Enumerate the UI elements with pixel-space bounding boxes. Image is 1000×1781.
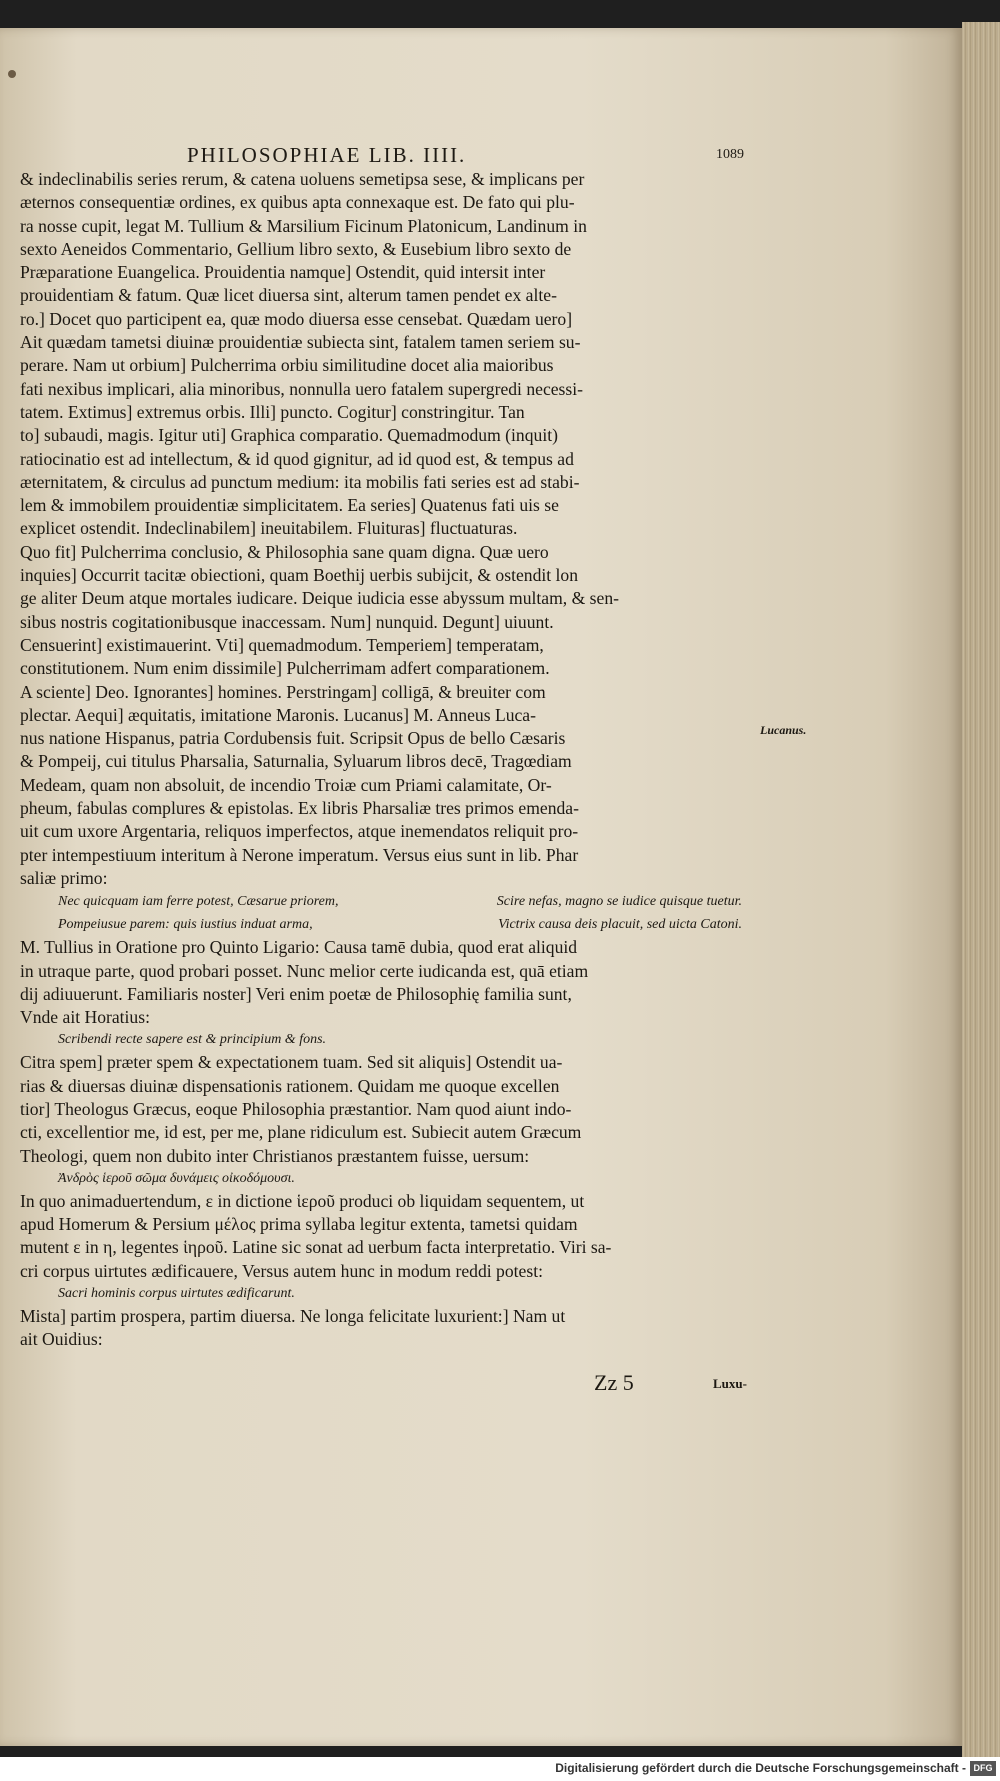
text-line: to] subaudi, magis. Igitur uti] Graphica comparatio. Quemadmodum (inquit) — [20, 425, 558, 446]
greek-verse: Ἀνδρὸς ἱεροῦ σῶμα δυνάμεις οἰκοδόμουσι. — [58, 1170, 295, 1186]
text-line: perare. Nam ut orbium] Pulcherrima orbiu similitudine docet alia maioribus — [20, 355, 554, 376]
text-line: uit cum uxore Argentaria, reliquos imperfectos, atque inemendatos reliquit pro- — [20, 821, 579, 842]
text-line: cri corpus uirtutes ædificauere, Versus autem hunc in modum reddi potest: — [20, 1260, 543, 1281]
text-line: dij adiuuerunt. Familiaris noster] Veri enim poetæ de Philosophię familia sunt, — [20, 983, 572, 1004]
text-line: constitutionem. Num enim dissimile] Pulcherrimam adfert comparationem. — [20, 658, 550, 679]
text-line: Mista] partim prospera, partim diuersa. Ne longa felicitate luxurient:] Nam ut — [20, 1306, 566, 1327]
lucan-verse-line — [20, 890, 762, 913]
text-line: Quo fit] Pulcherrima conclusio, & Philosophia sane quam digna. Quæ uero — [20, 541, 549, 562]
text-line: ra nosse cupit, legat M. Tullium & Marsilium Ficinum Platonicum, Landinum in — [20, 215, 587, 236]
latin-verse: Sacri hominis corpus uirtutes ædificarunt. — [58, 1286, 295, 1302]
text-line: inquies] Occurrit tacitæ obiectioni, quam Boethij uerbis subijcit, & ostendit lon — [20, 565, 579, 586]
page-number: 1089 — [716, 147, 744, 162]
ink-speck — [8, 70, 16, 78]
text-line: In quo animaduertendum, ε in dictione ἱεροῦ produci ob liquidam sequentem, ut — [20, 1190, 585, 1211]
text-line: pheum, fabulas complures & epistolas. Ex libris Pharsaliæ tres primos emenda- — [20, 798, 579, 819]
signature-mark: Zz 5 — [594, 1370, 634, 1395]
text-line: apud Homerum & Persium μέλος prima syllaba legitur extenta, tametsi quidam — [20, 1214, 578, 1235]
text-line: Censuerint] existimauerint. Vti] quemadmodum. Temperiem] temperatam, — [20, 634, 544, 655]
digitization-footer — [0, 1757, 1000, 1781]
text-block-4 — [20, 1190, 762, 1283]
text-line: sibus nostris cogitationibusque inaccessam. Num] nunquid. Degunt] uiuunt. — [20, 611, 554, 632]
text-line: ro.] Docet quo participent ea, quæ modo diuersa esse censebat. Quædam uero] — [20, 308, 573, 329]
margin-note: Lucanus. — [760, 723, 807, 737]
text-line: tior] Theologus Græcus, eoque Philosophia præstantior. Nam quod aiunt indo- — [20, 1098, 572, 1119]
text-line: Medeam, quam non absoluit, de incendio Troiæ cum Priami calamitate, Or- — [20, 774, 552, 795]
text-line: ait Ouidius: — [20, 1329, 103, 1350]
verse-right: Victrix causa deis placuit, sed uicta Catoni. — [498, 917, 742, 933]
page-fore-edge — [962, 22, 1000, 1757]
verse-right: Scire nefas, magno se iudice quisque tuetur. — [496, 894, 742, 910]
text-block-3 — [20, 1051, 762, 1167]
text-line: explicet ostendit. Indeclinabilem] ineuitabilem. Fluituras] fluctuaturas. — [20, 518, 518, 539]
text-line: A sciente] Deo. Ignorantes] homines. Perstringam] colligā, & breuiter com — [20, 681, 546, 702]
text-line: pter intempestiuum interitum à Nerone imperatum. Versus eius sunt in lib. Phar — [20, 844, 579, 865]
text-line: lem & immobilem prouidentiæ simplicitatem. Ea series] Quatenus fati uis se — [20, 495, 559, 516]
text-line: ratiocinatio est ad intellectum, & id quod gignitur, ad id quod est, & tempus ad — [20, 448, 574, 469]
verse-left: Pompeiusue parem: quis iustius induat arma, — [58, 917, 313, 933]
text-line: cti, excellentior me, id est, per me, plane ridiculum est. Subiecit autem Græcum — [20, 1122, 582, 1143]
verse-left: Nec quicquam iam ferre potest, Cæsarue priorem, — [58, 894, 339, 910]
text-line: mutent ε in η, legentes ἱηροῦ. Latine sic sonat ad uerbum facta interpretatio. Viri sa- — [20, 1237, 612, 1258]
text-line: & Pompeij, cui titulus Pharsalia, Saturnalia, Syluarum libros decē, Tragœdiam — [20, 751, 572, 772]
text-line: saliæ primo: — [20, 867, 108, 888]
text-line: Vnde ait Horatius: — [20, 1007, 150, 1028]
text-line: fati nexibus implicari, alia minoribus, nonnulla uero fatalem supergredi necessi- — [20, 378, 583, 399]
text-line: M. Tullius in Oratione pro Quinto Ligario: Causa tamē dubia, quod erat aliquid — [20, 937, 578, 958]
running-head-title: PHILOSOPHIAE LIB. IIII. — [187, 143, 467, 167]
horace-verse: Scribendi recte sapere est & principium & fons. — [58, 1032, 327, 1048]
text-block-1 — [20, 168, 762, 890]
text-line: ge aliter Deum atque mortales iudicare. Deique iudicia esse abyssum multam, & sen- — [20, 588, 619, 609]
text-line: rias & diuersas diuinæ dispensationis rationem. Quidam me quoque excellen — [20, 1075, 560, 1096]
text-line: prouidentiam & fatum. Quæ licet diuersa sint, alterum tamen pendet ex alte- — [20, 285, 557, 306]
main-text-block — [20, 168, 762, 1352]
text-line: tatem. Extimus] extremus orbis. Illi] puncto. Cogitur] constringitur. Tan — [20, 401, 525, 422]
text-line: Citra spem] præter spem & expectationem tuam. Sed sit aliquis] Ostendit ua- — [20, 1052, 563, 1073]
text-block-2 — [20, 936, 762, 1029]
lucan-verse-line — [20, 913, 762, 936]
text-line: in utraque parte, quod probari posset. Nunc melior certe iudicanda est, quā etiam — [20, 960, 589, 981]
footer-credit: Digitalisierung gefördert durch die Deutsche Forschungsgemeinschaft - — [555, 1761, 966, 1775]
catchword: Luxu- — [713, 1376, 747, 1391]
text-line: sexto Aeneidos Commentario, Gellium libro sexto, & Eusebium libro sexto de — [20, 238, 572, 259]
text-block-5 — [20, 1305, 762, 1352]
text-line: æternitatem, & circulus ad punctum medium: ita mobilis fati series est ad stabi- — [20, 471, 580, 492]
text-line: Ait quædam tametsi diuinæ prouidentiæ subiecta sint, fatalem tamen seriem su- — [20, 332, 581, 353]
text-line: & indeclinabilis series rerum, & catena uoluens semetipsa sese, & implicans per — [20, 169, 585, 189]
dfg-logo-icon: DFG — [970, 1761, 996, 1776]
text-line: æternos consequentiæ ordines, ex quibus apta connexaque est. De fato qui plu- — [20, 192, 575, 213]
text-line: Præparatione Euangelica. Prouidentia namque] Ostendit, quid intersit inter — [20, 262, 546, 283]
text-line: nus natione Hispanus, patria Cordubensis fuit. Scripsit Opus de bello Cæsaris — [20, 728, 566, 749]
text-line: plectar. Aequi] æquitatis, imitatione Maronis. Lucanus] M. Anneus Luca- — [20, 704, 536, 725]
text-line: Theologi, quem non dubito inter Christianos præstantem fuisse, uersum: — [20, 1145, 530, 1166]
